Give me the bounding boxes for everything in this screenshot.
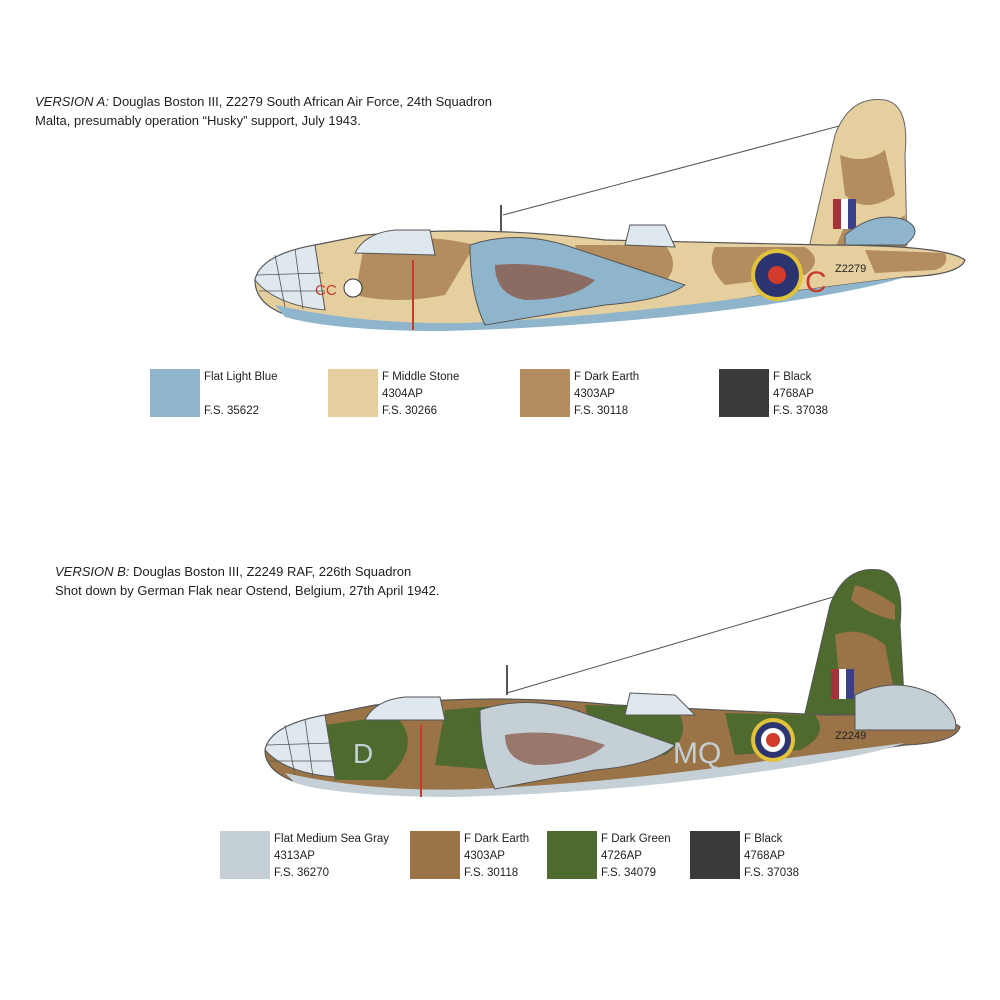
color-fs: F.S. 34079 [601,867,656,879]
color-chip [547,831,597,879]
color-name: F Black [773,371,812,383]
color-fs: F.S. 35622 [204,405,259,417]
color-code: 4303AP [464,850,505,862]
color-fs: F.S. 36270 [274,867,329,879]
color-code: 4768AP [744,850,785,862]
version-a-title: Douglas Boston III, Z2279 South African Air Force, 24th Squadron [108,94,492,109]
roundel [751,718,795,762]
color-fs: F.S. 37038 [744,867,799,879]
color-name: F Dark Green [601,833,671,845]
color-chip [328,369,378,417]
nose-code-text: D [353,738,374,769]
color-chip [220,831,270,879]
color-code: 4313AP [274,850,315,862]
color-chip [719,369,769,417]
color-name: Flat Medium Sea Gray [274,833,390,845]
color-fs: F.S. 37038 [773,405,828,417]
serial-text: Z2249 [835,730,867,742]
color-name: F Dark Earth [574,371,640,383]
version-b-color-key [220,831,980,881]
version-b-subtitle: Shot down by German Flak near Ostend, Belgium, 27th April 1942. [55,583,440,598]
fin-flash [831,669,854,699]
color-name: F Middle Stone [382,371,460,383]
version-a-subtitle: Malta, presumably operation “Husky” support, July 1943. [35,113,361,128]
roundel [751,249,803,301]
tail-code-text: C [805,266,827,299]
version-b-aircraft-illustration [255,565,965,810]
version-b-label: VERSION B: [55,564,130,579]
serial-text: Z2279 [835,263,867,275]
color-chip [410,831,460,879]
fin-flash [833,199,856,229]
color-name: F Black [744,833,783,845]
nose-code-text: CC [315,282,337,299]
version-a-aircraft-illustration [245,95,970,340]
color-name: Flat Light Blue [204,371,278,383]
color-fs: F.S. 30266 [382,405,437,417]
color-code: 4304AP [382,388,423,400]
version-a-label: VERSION A: [35,94,109,109]
color-code [204,386,278,403]
color-chip [520,369,570,417]
version-b-title: Douglas Boston III, Z2249 RAF, 226th Squadron [129,564,412,579]
version-a-color-key [150,369,950,419]
color-fs: F.S. 30118 [464,867,519,879]
color-chip [690,831,740,879]
color-code: 4726AP [601,850,642,862]
color-code: 4768AP [773,388,814,400]
color-code: 4303AP [574,388,615,400]
mid-code-text: MQ [673,737,722,770]
color-name: F Dark Earth [464,833,530,845]
color-fs: F.S. 30118 [574,405,629,417]
color-chip [150,369,200,417]
